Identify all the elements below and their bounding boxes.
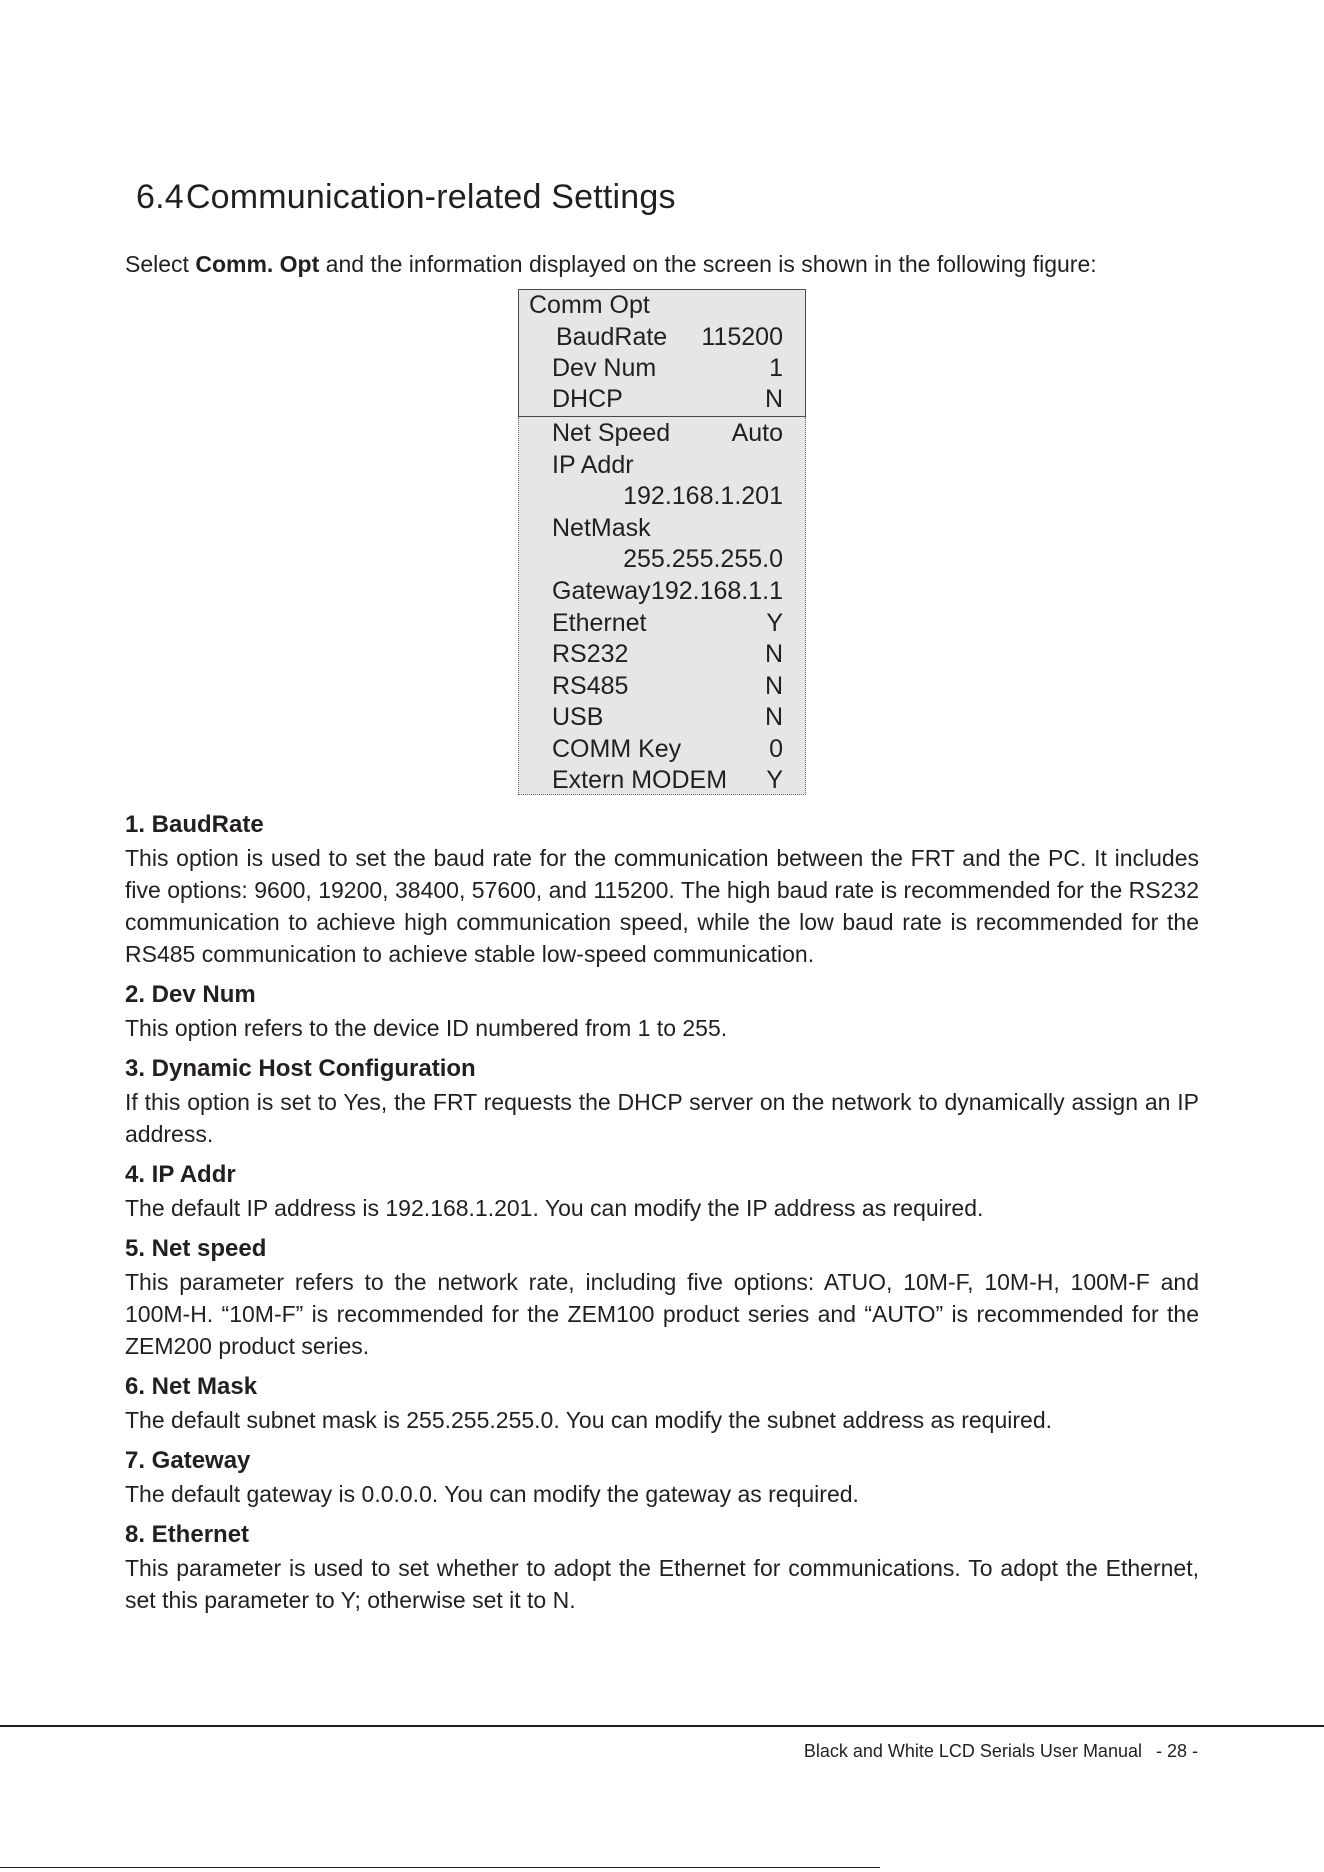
section-body: The default IP address is 192.168.1.201. You can modify the IP address as required. (125, 1195, 984, 1221)
section-baudrate (125, 808, 1199, 970)
lcd-label: NetMask (552, 514, 651, 542)
section-heading: 6. Net Mask (125, 1373, 258, 1400)
lcd-row (519, 481, 805, 513)
section-heading: 1. BaudRate (125, 811, 264, 838)
lcd-value: Y (766, 766, 783, 794)
intro-bold-term: Comm. Opt (195, 251, 320, 277)
lcd-row (519, 639, 805, 671)
lcd-label: DHCP (552, 385, 623, 413)
intro-text-before: Select (125, 251, 196, 277)
lcd-label: USB (552, 703, 604, 731)
lcd-row (519, 765, 805, 797)
section-body: This parameter refers to the network rate, including five options: ATUO, 10M-F, 10M-H, 100M-F and 100M-H. “10M-F” is recommended for the ZEM100 product series and “AUTO” is recommended for the ZEM200 product series. (125, 1269, 1199, 1359)
lcd-value: N (764, 703, 783, 731)
lcd-row (519, 418, 805, 450)
lcd-header: Comm Opt (529, 291, 650, 319)
section-heading: 2. Dev Num (125, 981, 256, 1008)
section-heading: 8. Ethernet (125, 1521, 250, 1548)
lcd-value: 1 (769, 354, 783, 382)
section-body: This parameter is used to set whether to adopt the Ethernet for communications. To adopt the Ethernet, set this parameter to Y; otherwise set it to N. (125, 1555, 1199, 1613)
lcd-visible-area (518, 289, 806, 417)
intro-text-after: and the information displayed on the screen is shown in the following figure: (319, 251, 1097, 277)
lcd-value: 115200 (701, 323, 783, 351)
lcd-row (519, 322, 805, 354)
section-heading: 4. IP Addr (125, 1161, 236, 1188)
lcd-value: N (764, 640, 783, 668)
lcd-label: Net Speed (552, 419, 671, 447)
lcd-row (519, 353, 805, 385)
lcd-screen-figure (518, 289, 806, 795)
lcd-label: RS232 (552, 640, 629, 668)
section-heading: 5. Net speed (125, 1235, 267, 1262)
lcd-value: 255.255.255.0 (623, 545, 783, 573)
lcd-scroll-area (518, 417, 806, 795)
lcd-row (519, 544, 805, 576)
section-net-speed (125, 1232, 1199, 1362)
manual-title: Black and White LCD Serials User Manual (803, 1741, 1142, 1761)
lcd-row (519, 384, 805, 416)
lcd-header-row (519, 290, 805, 322)
settings-descriptions (125, 808, 1199, 1624)
lcd-label: COMM Key (552, 735, 682, 763)
lcd-label: Gateway (552, 577, 651, 605)
section-body: The default subnet mask is 255.255.255.0. You can modify the subnet address as required. (125, 1407, 1052, 1433)
lcd-row (519, 608, 805, 640)
section-body: The default gateway is 0.0.0.0. You can modify the gateway as required. (125, 1481, 859, 1507)
section-body: This option refers to the device ID numbered from 1 to 255. (125, 1015, 728, 1041)
page-footer (804, 1741, 1198, 1762)
section-ethernet (125, 1518, 1199, 1616)
section-net-mask (125, 1370, 1199, 1436)
lcd-label: IP Addr (552, 451, 634, 479)
lcd-row (519, 576, 805, 608)
section-dhcp (125, 1052, 1199, 1150)
lcd-label: Dev Num (552, 354, 657, 382)
lcd-label: Extern MODEM (552, 766, 728, 794)
page-title (136, 178, 676, 217)
lcd-label: RS485 (552, 672, 629, 700)
lcd-value: Auto (731, 419, 783, 447)
section-ip-addr (125, 1158, 1199, 1224)
section-gateway (125, 1444, 1199, 1510)
lcd-row (519, 450, 805, 482)
intro-paragraph (125, 248, 1205, 280)
section-number: 6.4 (136, 178, 184, 216)
lcd-value: 0 (769, 735, 783, 763)
lcd-row (519, 513, 805, 545)
footer-divider (0, 1725, 1324, 1727)
section-body: If this option is set to Yes, the FRT requests the DHCP server on the network to dynamically assign an IP address. (125, 1089, 1199, 1147)
lcd-row (519, 734, 805, 766)
lcd-value: N (764, 672, 783, 700)
section-heading: 3. Dynamic Host Configuration (125, 1055, 476, 1082)
lcd-value: 192.168.1.201 (623, 482, 783, 510)
lcd-row (519, 671, 805, 703)
lcd-value: 192.168.1.1 (650, 577, 783, 605)
section-body: This option is used to set the baud rate for the communication between the FRT and the PC. It includes five options: 9600, 19200, 38400, 57600, and 115200. The high baud rate is recommended for the RS232 communication to achieve high communication speed, while the low baud rate is recommended for the RS485 communication to achieve stable low-speed communication. (125, 845, 1199, 967)
section-heading: 7. Gateway (125, 1447, 251, 1474)
lcd-label: Ethernet (552, 609, 647, 637)
bottom-edge-line (0, 1867, 880, 1868)
section-title: Communication-related Settings (185, 178, 676, 216)
lcd-label: BaudRate (556, 323, 668, 351)
lcd-value: N (764, 385, 783, 413)
lcd-row (519, 702, 805, 734)
section-dev-num (125, 978, 1199, 1044)
lcd-value: Y (766, 609, 783, 637)
page-number: - 28 - (1155, 1741, 1198, 1761)
